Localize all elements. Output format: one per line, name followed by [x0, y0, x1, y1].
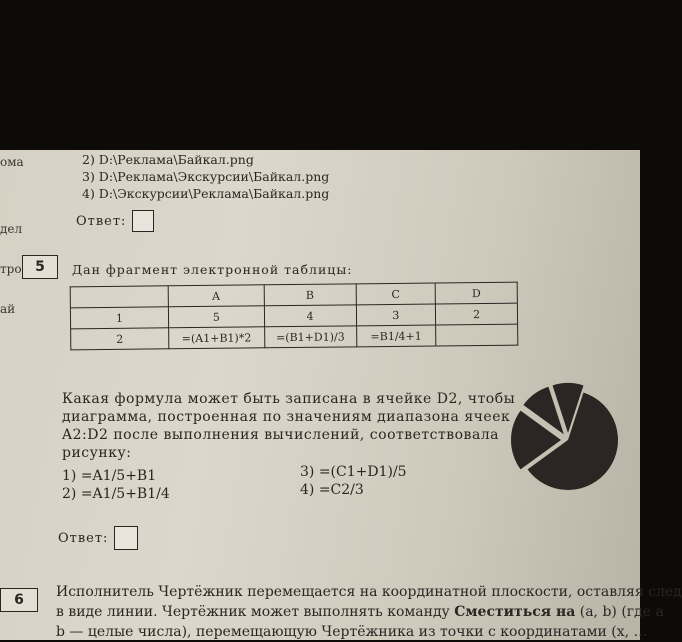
task6-line: b — целые числа), перемещающую Чертёжника из точки с координатами (x, … [56, 624, 648, 640]
table-cell: C [356, 283, 436, 305]
answer-row-task4 [76, 210, 154, 232]
table-cell: D [435, 282, 517, 304]
margin-fragment: дел [0, 222, 23, 236]
table-cell: =(B1+D1)/3 [264, 326, 356, 348]
question-line: A2:D2 после выполнения вычислений, соответствовала [62, 427, 500, 443]
margin-fragment: ай [0, 302, 16, 316]
answer-box [132, 210, 154, 232]
table-cell: =B1/4+1 [356, 325, 436, 347]
answer-row-task5 [58, 526, 138, 550]
table-cell: 4 [264, 305, 356, 327]
table-cell [70, 286, 168, 308]
table-cell: =(A1+B1)*2 [168, 327, 264, 349]
table-cell [436, 324, 518, 346]
previous-option: 2) D:\Реклама\Байкал.png [82, 152, 254, 167]
question-line: Какая формула может быть записана в ячейке D2, чтобы [62, 391, 516, 407]
task-number-badge: 6 [0, 588, 38, 612]
question-line: рисунку: [62, 445, 132, 461]
table-cell: 3 [356, 304, 436, 326]
answer-box [114, 526, 138, 550]
spreadsheet-fragment [70, 282, 519, 351]
task6-text: в виде линии. Чертёжник может выполнять команду [56, 604, 455, 620]
question-line: диаграмма, построенная по значениям диапазона ячеек [62, 409, 511, 425]
answer-label: Ответ: [76, 213, 127, 229]
task6-line [56, 602, 664, 622]
table-cell: 2 [436, 303, 518, 325]
table-cell: 2 [71, 328, 169, 350]
task6-line: Исполнитель Чертёжник перемещается на координатной плоскости, оставляя след [56, 584, 682, 600]
table-cell: 5 [168, 306, 264, 328]
choice-2: 2) =A1/5+B1/4 [62, 486, 170, 502]
choice-1: 1) =A1/5+B1 [62, 468, 157, 484]
choice-3: 3) =(C1+D1)/5 [300, 464, 407, 480]
table-cell: A [168, 285, 264, 307]
textbook-page [0, 150, 682, 640]
task6-text: (a, b) (где a [575, 604, 664, 620]
margin-fragment: ома [0, 155, 24, 169]
pie-chart [508, 378, 628, 498]
command-name: Сместиться на [454, 604, 576, 620]
previous-option: 3) D:\Реклама\Экскурсии\Байкал.png [82, 169, 330, 184]
choice-4: 4) =C2/3 [300, 482, 364, 498]
margin-fragment: тро [0, 262, 22, 276]
task-number-badge: 5 [22, 255, 58, 279]
table-cell: 1 [70, 307, 168, 329]
previous-option: 4) D:\Экскурсии\Реклама\Байкал.png [82, 186, 330, 201]
table-cell: B [264, 284, 356, 306]
answer-label: Ответ: [58, 530, 109, 546]
table-row [71, 324, 518, 350]
task-title: Дан фрагмент электронной таблицы: [72, 262, 353, 277]
